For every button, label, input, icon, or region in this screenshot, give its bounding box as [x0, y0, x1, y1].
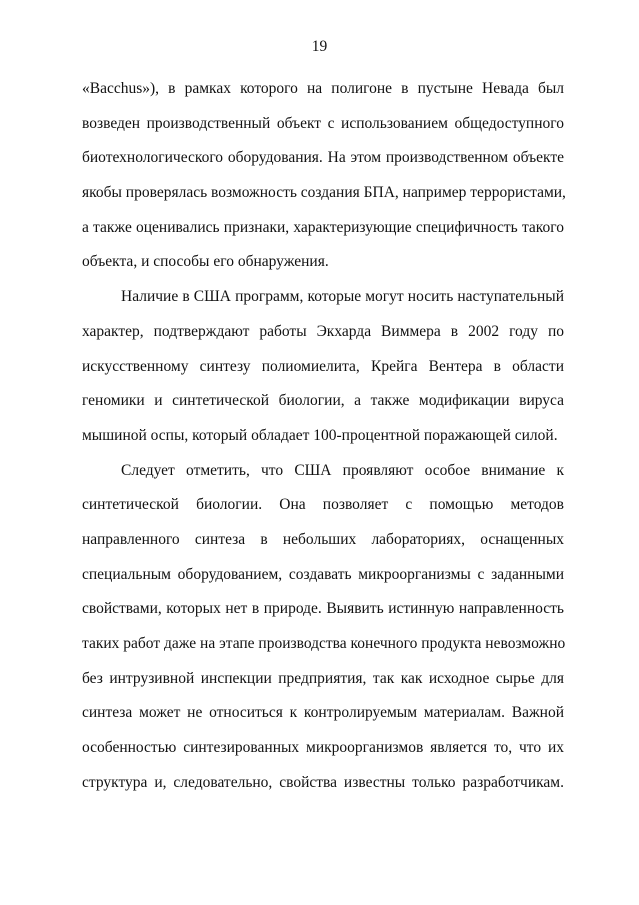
paragraph-line: искусственному синтезу полиомиелита, Крейга Вентера в области [82, 357, 564, 375]
paragraph-line: Наличие в США программ, которые могут носить наступательный [121, 288, 564, 306]
paragraph-line: мышиной оспы, который обладает 100-процентной поражающей силой. [82, 426, 558, 444]
paragraph-line: направленного синтеза в небольших лабораториях, оснащенных [82, 530, 564, 548]
paragraph-line: биотехнологического оборудования. На этом производственном объекте [82, 149, 564, 167]
paragraph-line: возведен производственный объект с использованием общедоступного [82, 114, 564, 132]
paragraph-line: свойствами, которых нет в природе. Выявить истинную направленность [82, 600, 564, 618]
paragraph-line: структура и, следовательно, свойства известны только разработчикам. [82, 773, 564, 791]
body-text [82, 72, 564, 800]
paragraph-line: синтеза может не относиться к контролируемым материалам. Важной [82, 704, 564, 722]
page-number: 19 [311, 38, 328, 55]
paragraph-line: объекта, и способы его обнаружения. [82, 253, 329, 271]
paragraph-line: таких работ даже на этапе производства конечного продукта невозможно [82, 635, 566, 652]
paragraph-3 [82, 454, 564, 801]
paragraph-line: синтетической биологии. Она позволяет с помощью методов [82, 496, 564, 514]
paragraph-line: специальным оборудованием, создавать микроорганизмы с заданными [82, 565, 564, 583]
paragraph-line: «Bacchus»), в рамках которого на полигоне в пустыне Невада был [82, 80, 564, 97]
paragraph-2 [82, 280, 564, 453]
paragraph-line: характер, подтверждают работы Экхарда Виммера в 2002 году по [82, 322, 564, 340]
paragraph-line: а также оценивались признаки, характеризующие специфичность такого [82, 218, 564, 236]
paragraph-line: геномики и синтетической биологии, а также модификации вируса [82, 392, 564, 410]
paragraph-line: якобы проверялась возможность создания БПА, например террористами, [82, 184, 566, 202]
paragraph-line: Следует отметить, что США проявляют особое внимание к [121, 461, 564, 479]
paragraph-1 [82, 72, 564, 280]
paragraph-line: без интрузивной инспекции предприятия, так как исходное сырье для [82, 669, 564, 687]
paragraph-line: особенностью синтезированных микроорганизмов является то, что их [82, 739, 564, 757]
